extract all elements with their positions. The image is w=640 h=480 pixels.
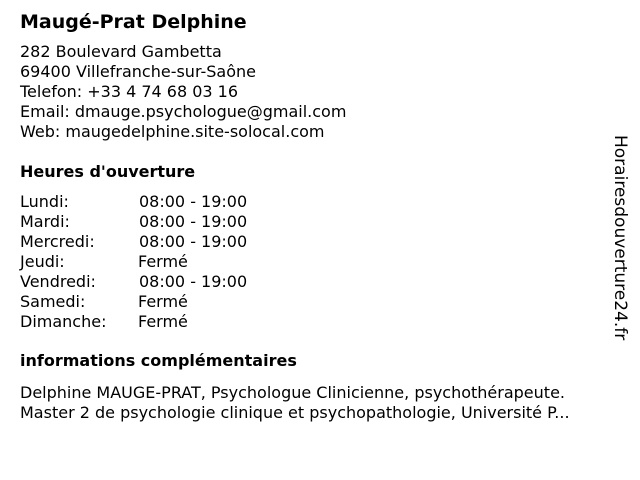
additional-info-line-1: Delphine MAUGE-PRAT, Psychologue Clinicienne, psychothérapeute. xyxy=(20,383,565,402)
web-line: Web: maugedelphine.site-solocal.com xyxy=(20,122,325,141)
phone-line: Telefon: +33 4 74 68 03 16 xyxy=(20,82,239,101)
hours-day-friday: Vendredi: xyxy=(20,272,96,291)
hours-day-saturday: Samedi: xyxy=(20,292,86,311)
opening-hours-heading: Heures d'ouverture xyxy=(20,162,196,181)
email-line: Email: dmauge.psychologue@gmail.com xyxy=(20,102,347,121)
hours-time-sunday: Fermé xyxy=(138,312,188,331)
hours-time-thursday: Fermé xyxy=(138,252,188,271)
address-city: 69400 Villefranche-sur-Saône xyxy=(20,62,257,81)
hours-time-monday: 08:00 - 19:00 xyxy=(139,192,248,211)
hours-day-monday: Lundi: xyxy=(20,192,69,211)
business-name: Maugé-Prat Delphine xyxy=(20,11,247,33)
address-street: 282 Boulevard Gambetta xyxy=(20,42,222,61)
hours-time-friday: 08:00 - 19:00 xyxy=(139,272,248,291)
opening-hours-table xyxy=(20,192,610,332)
business-card xyxy=(20,10,610,423)
additional-info-line-2: Master 2 de psychologie clinique et psychopathologie, Université P... xyxy=(20,403,570,422)
hours-time-tuesday: 08:00 - 19:00 xyxy=(139,212,248,231)
hours-time-saturday: Fermé xyxy=(138,292,188,311)
hours-time-wednesday: 08:00 - 19:00 xyxy=(139,232,248,251)
hours-day-wednesday: Mercredi: xyxy=(20,232,95,251)
site-watermark: Horairesdouverture24.fr xyxy=(610,135,630,341)
hours-day-tuesday: Mardi: xyxy=(20,212,70,231)
additional-info-heading: informations complémentaires xyxy=(20,351,297,370)
hours-day-thursday: Jeudi: xyxy=(20,252,65,271)
hours-day-sunday: Dimanche: xyxy=(20,312,107,331)
